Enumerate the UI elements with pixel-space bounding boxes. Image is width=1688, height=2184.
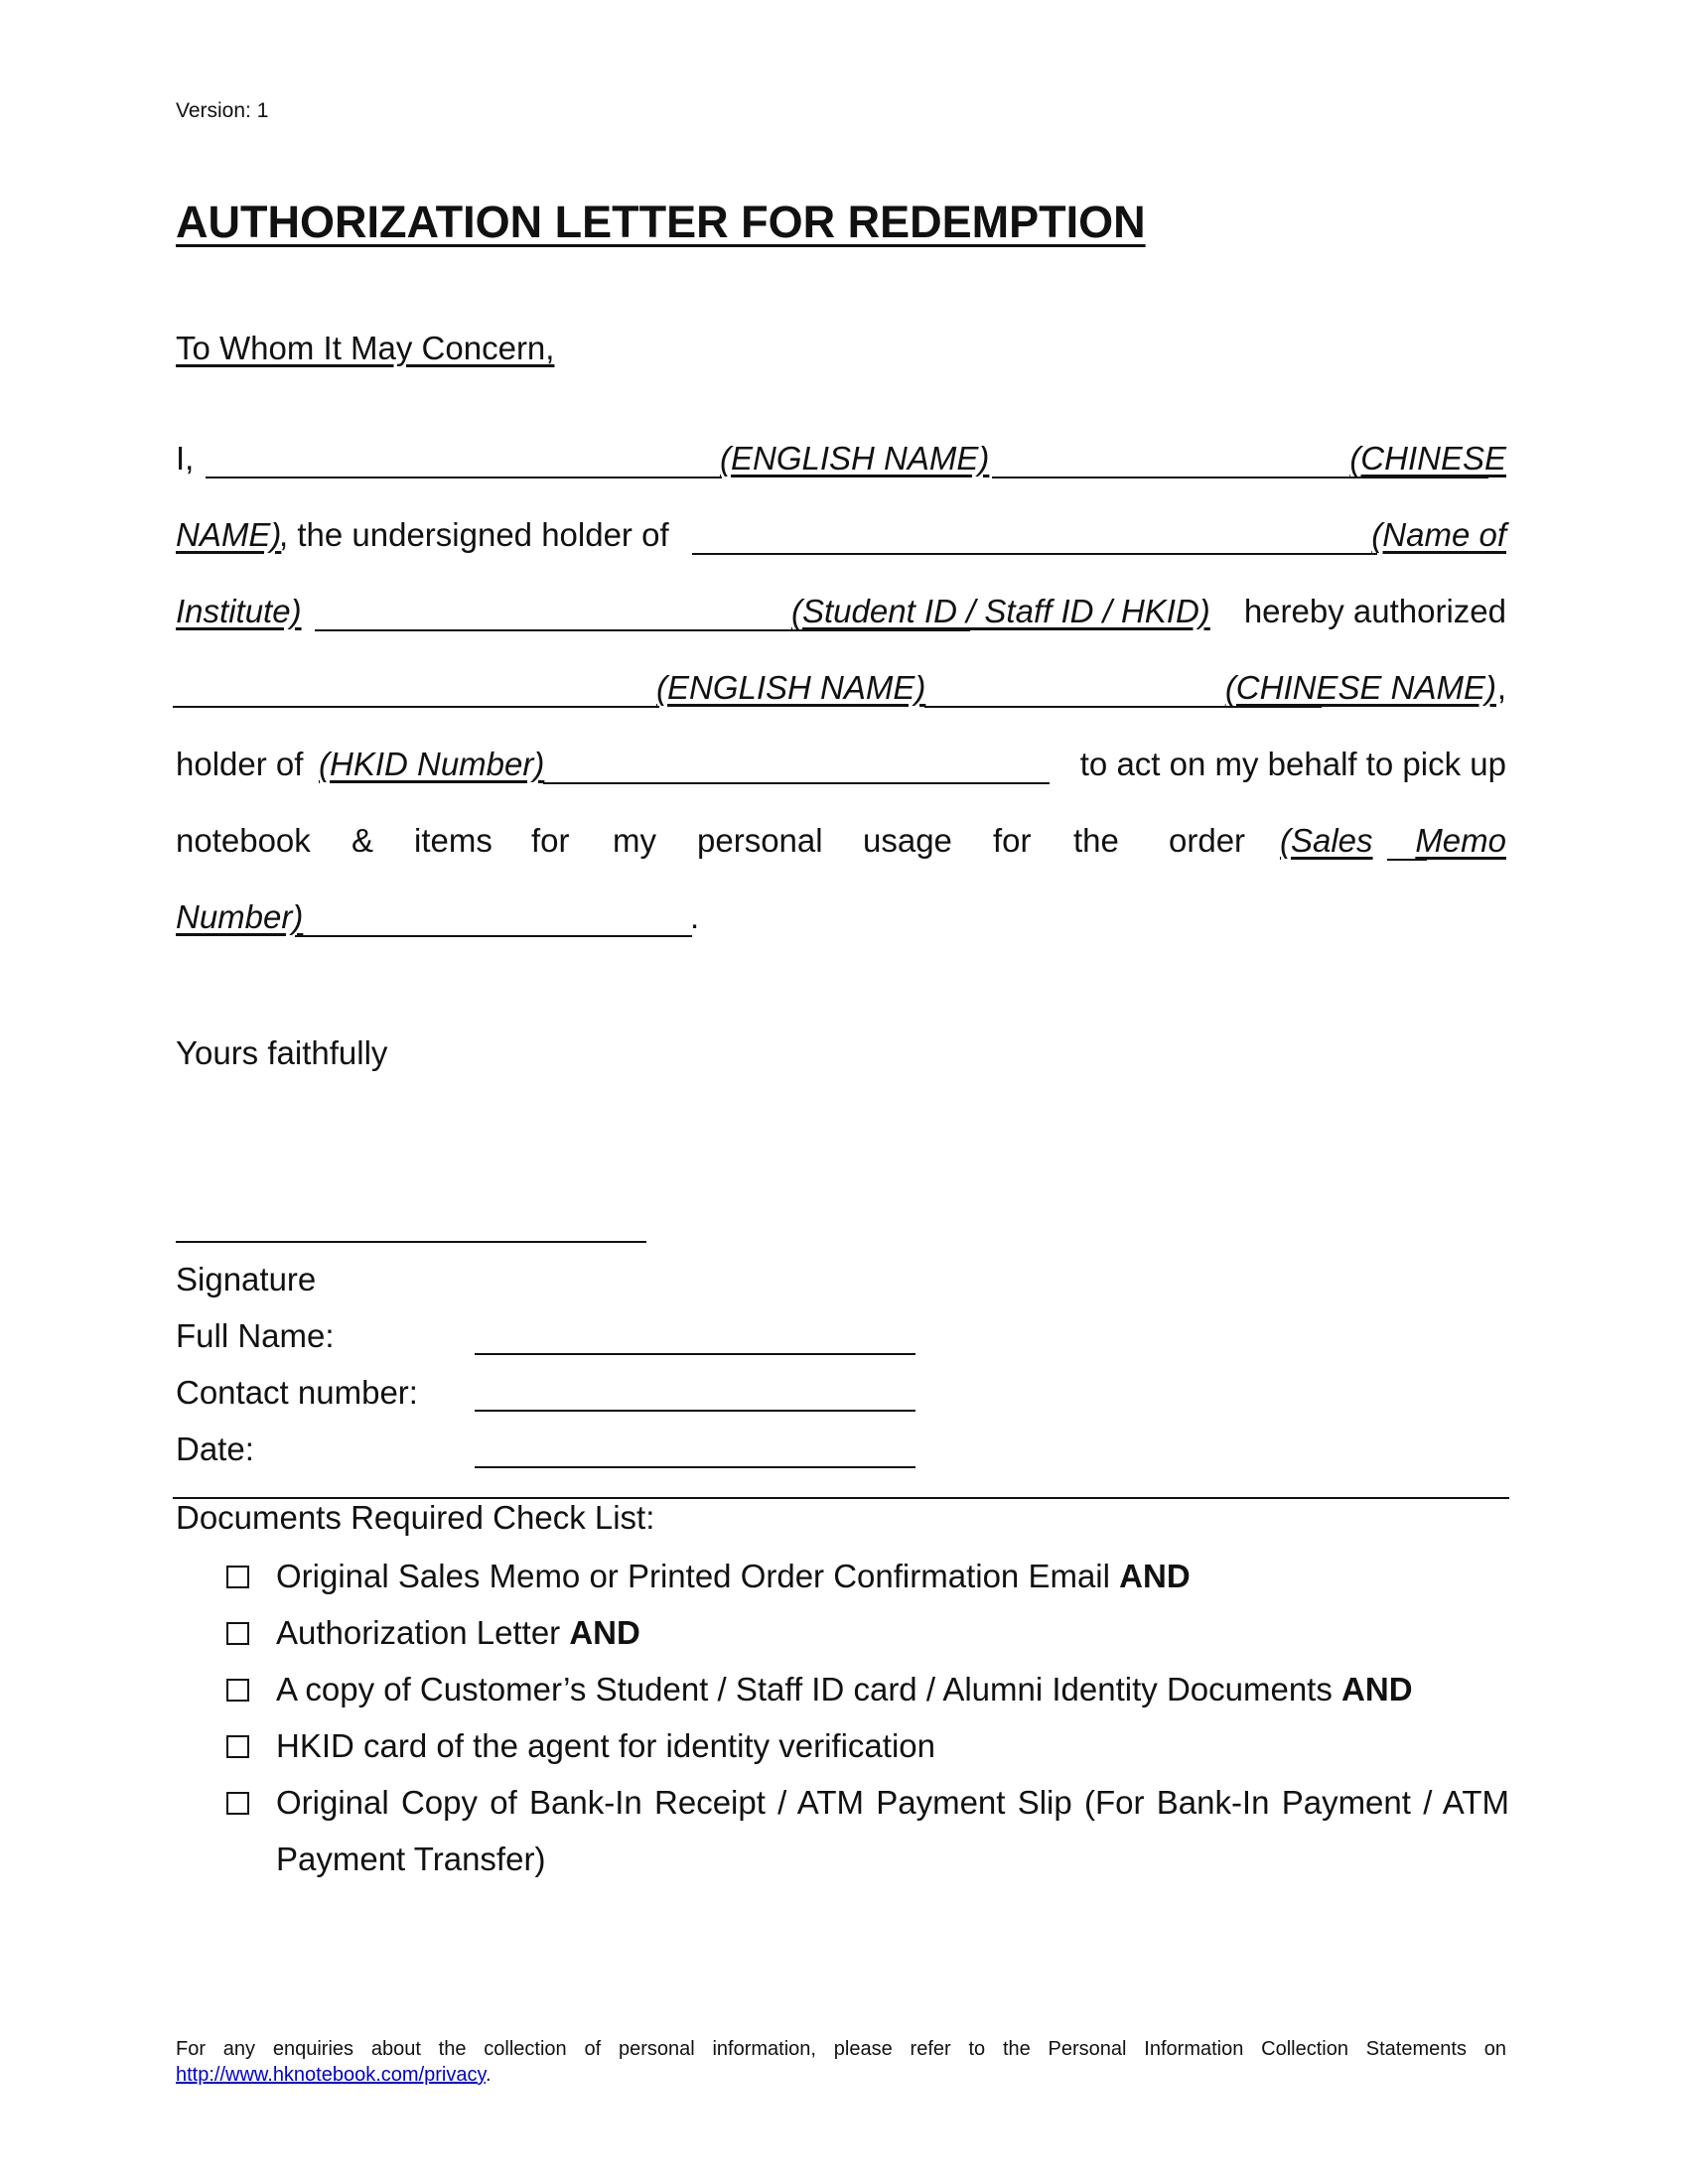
word: for bbox=[531, 822, 570, 859]
date-field[interactable] bbox=[475, 1466, 915, 1468]
checklist-item-text: Authorization Letter bbox=[276, 1614, 561, 1651]
word: order bbox=[1169, 822, 1246, 859]
checkbox[interactable] bbox=[226, 1735, 249, 1758]
chinese-name-label: (CHINESE bbox=[1349, 440, 1506, 477]
and-emphasis: AND bbox=[569, 1614, 640, 1651]
sales-memo-blank[interactable] bbox=[295, 935, 692, 937]
agent-english-name-blank[interactable] bbox=[173, 706, 659, 708]
word: my bbox=[613, 822, 656, 859]
checkbox[interactable] bbox=[226, 1679, 249, 1702]
checklist-item-text: HKID card of the agent for identity verification bbox=[276, 1727, 935, 1764]
agent-english-name-label: (ENGLISH NAME) bbox=[656, 669, 926, 706]
period: . bbox=[690, 898, 700, 935]
body-line-2 bbox=[176, 516, 1506, 562]
institute-label: Institute) bbox=[176, 593, 302, 629]
hkid-label: (HKID Number) bbox=[319, 746, 545, 782]
footer-period: . bbox=[486, 2064, 492, 2086]
footer-text: For any enquiries about the collection of personal information, please refer to the Personal Information Collection Statements on bbox=[176, 2038, 1506, 2060]
word: usage bbox=[863, 822, 952, 859]
checkbox[interactable] bbox=[226, 1792, 249, 1815]
sales-label: (Sales bbox=[1280, 822, 1373, 859]
version-label: Version: 1 bbox=[176, 99, 269, 122]
privacy-link[interactable]: http://www.hknotebook.com/privacy bbox=[176, 2064, 486, 2086]
checklist-item-text: Original Copy of Bank-In Receipt / ATM Payment Slip (For Bank-In Payment / ATM Payment Transfer) bbox=[276, 1784, 1509, 1877]
english-name-blank[interactable] bbox=[206, 477, 722, 478]
signature-label: Signature bbox=[176, 1261, 317, 1297]
word: for bbox=[993, 822, 1032, 859]
full-name-label: Full Name: bbox=[176, 1317, 335, 1354]
id-type-label: (Student ID / Staff ID / HKID) bbox=[791, 593, 1210, 629]
sales-memo-gap-underline bbox=[1387, 859, 1427, 861]
body-line-3 bbox=[176, 593, 1506, 638]
pick-up-text: to act on my behalf to pick up bbox=[1079, 746, 1506, 782]
contact-number-label: Contact number: bbox=[176, 1374, 418, 1411]
body-line-4 bbox=[176, 669, 1506, 715]
prefix-text: I, bbox=[176, 440, 195, 477]
checklist-item[interactable] bbox=[226, 1604, 1509, 1661]
checklist-item[interactable] bbox=[226, 1661, 1509, 1717]
full-name-field[interactable] bbox=[475, 1353, 915, 1355]
salutation: To Whom It May Concern, bbox=[176, 330, 555, 366]
number-label: Number) bbox=[176, 898, 304, 935]
checklist-title: Documents Required Check List: bbox=[176, 1499, 655, 1536]
and-emphasis: AND bbox=[1119, 1558, 1191, 1594]
word: personal bbox=[697, 822, 823, 859]
word: items bbox=[414, 822, 492, 859]
checklist-item-text: Original Sales Memo or Printed Order Confirmation Email bbox=[276, 1558, 1110, 1594]
and-emphasis: AND bbox=[1341, 1671, 1413, 1707]
comma: , bbox=[1496, 669, 1506, 706]
closing: Yours faithfully bbox=[176, 1034, 388, 1071]
hkid-blank[interactable] bbox=[543, 782, 1050, 784]
checklist-item[interactable] bbox=[226, 1717, 1509, 1774]
body-line-1 bbox=[176, 440, 1506, 485]
holder-of-text: holder of bbox=[176, 746, 304, 782]
checkbox[interactable] bbox=[226, 1622, 249, 1645]
date-label: Date: bbox=[176, 1431, 254, 1467]
institute-name-blank[interactable] bbox=[692, 553, 1377, 555]
word: the bbox=[1073, 822, 1119, 859]
agent-chinese-name-label: (CHINESE NAME) bbox=[1224, 669, 1496, 706]
body-line-6 bbox=[176, 822, 1506, 868]
word: & bbox=[352, 822, 374, 859]
checklist-item[interactable] bbox=[226, 1548, 1509, 1604]
checklist-item-text: A copy of Customer’s Student / Staff ID card / Alumni Identity Documents bbox=[276, 1671, 1333, 1707]
page-title: AUTHORIZATION LETTER FOR REDEMPTION bbox=[176, 197, 1146, 247]
footer-note bbox=[176, 2036, 1506, 2088]
body-line-5 bbox=[176, 746, 1506, 791]
checklist-item[interactable] bbox=[226, 1774, 1509, 1887]
body-line-7 bbox=[176, 898, 1506, 944]
checkbox[interactable] bbox=[226, 1566, 249, 1588]
memo-label: Memo bbox=[1415, 822, 1506, 859]
name-of-label: (Name of bbox=[1371, 516, 1506, 553]
word: notebook bbox=[176, 822, 311, 859]
chinese-name-label-cont: NAME) bbox=[176, 516, 282, 553]
contact-number-field[interactable] bbox=[475, 1410, 915, 1412]
holder-text: , the undersigned holder of bbox=[279, 516, 669, 553]
signature-line[interactable] bbox=[176, 1241, 646, 1243]
authorized-text: hereby authorized bbox=[1243, 593, 1506, 629]
english-name-label: (ENGLISH NAME) bbox=[720, 440, 990, 477]
